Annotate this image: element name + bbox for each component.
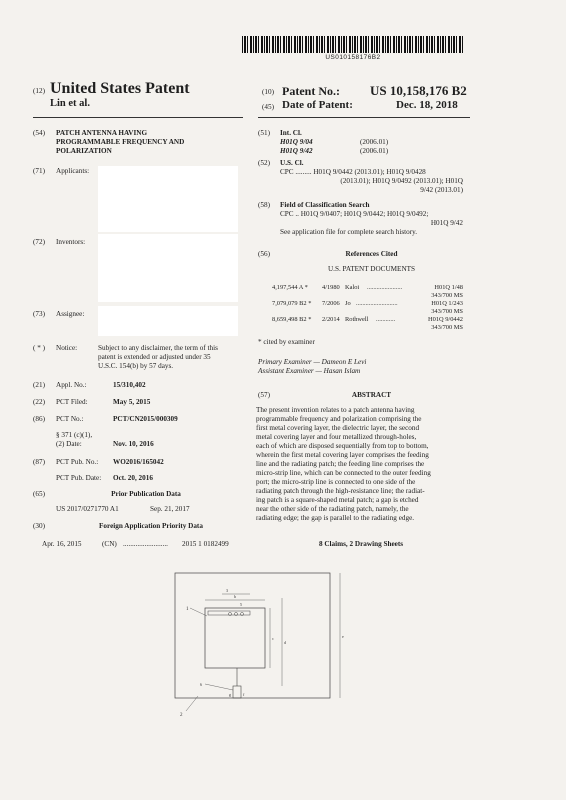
s371-date: Nov. 10, 2016	[113, 440, 154, 448]
micro-strip-line	[233, 686, 241, 698]
code-notice: ( * )	[33, 344, 45, 352]
ref-date: 2/2014	[322, 316, 340, 323]
abstract-line: micro-strip line, which can be connected to the outer feeding	[256, 469, 431, 477]
pct-pub-date: Oct. 20, 2016	[113, 474, 153, 482]
prior-pub-date: Sep. 21, 2017	[150, 505, 190, 513]
code-30: (30)	[33, 522, 45, 530]
ref-date: 4/1980	[322, 284, 340, 291]
pct-pub-label: PCT Pub. No.:	[56, 458, 99, 466]
foreign-priority-title: Foreign Application Priority Data	[99, 522, 203, 530]
ref-class: H01Q 9/0442	[428, 316, 463, 323]
code-21: (21)	[33, 381, 45, 389]
figure-label-2: 2	[180, 713, 183, 718]
assignee-label: Assignee:	[56, 310, 85, 318]
foreign-date: Apr. 16, 2015	[42, 540, 82, 548]
notice-line-1: Subject to any disclaimer, the term of this	[98, 344, 218, 352]
pct-pub-number: WO2016/165042	[113, 458, 164, 466]
abstract-line: each of which are disposed sequentially from top to bottom,	[256, 442, 429, 450]
abstract-line: The present invention relates to a patch antenna having	[256, 406, 415, 414]
notice-line-2: patent is extended or adjusted under 35	[98, 353, 211, 361]
code-54: (54)	[33, 129, 45, 137]
figure-label-c: c	[272, 636, 274, 641]
pct-number: PCT/CN2015/000309	[113, 415, 178, 423]
s371-line-2: (2) Date:	[56, 440, 82, 448]
foreign-country: (CN)	[102, 540, 117, 548]
code-56: (56)	[258, 250, 270, 258]
abstract-line: near the other side of the radiating patch, namely, the	[256, 505, 409, 513]
redacted-inventors	[98, 234, 238, 302]
notice-line-3: U.S.C. 154(b) by 57 days.	[98, 362, 174, 370]
assistant-examiner: Assistant Examiner — Hasan Islam	[258, 367, 361, 375]
ref-number: 7,079,079 B2 *	[272, 300, 312, 307]
code-86: (86)	[33, 415, 45, 423]
ref-name: Jo	[345, 300, 351, 307]
pct-filed-label: PCT Filed:	[56, 398, 88, 406]
figure-label-f: f	[243, 692, 245, 697]
figure-label-1: 1	[186, 607, 189, 612]
code-65: (65)	[33, 490, 45, 498]
header-rule-left	[33, 117, 243, 118]
abstract-line: radiating edge; the gap is parallel to the radiating edge.	[256, 514, 415, 522]
abstract-line: ing patch is a square-shaped metal patch; a gap is etched	[256, 496, 419, 504]
figure-label-e: e	[342, 634, 344, 639]
title-line-2: PROGRAMMABLE FREQUENCY AND	[56, 138, 185, 146]
int-cl-1: H01Q 9/04	[280, 138, 313, 146]
ref-name: Kaloi	[345, 284, 360, 291]
abstract-line: metal covering layer and four metallized through-holes,	[256, 433, 417, 441]
us-cl-label: U.S. Cl.	[280, 159, 304, 167]
ref-class-2: 343/700 MS	[431, 292, 463, 299]
applicants-label: Applicants:	[56, 167, 90, 175]
prior-pub-number: US 2017/0271770 A1	[56, 505, 119, 513]
inventors-short: Lin et al.	[50, 98, 90, 109]
code-45: (45)	[262, 103, 274, 111]
radiating-patch	[205, 608, 265, 668]
ref-dots: ..........................	[356, 300, 398, 307]
abstract-title: ABSTRACT	[351, 391, 392, 399]
code-10: (10)	[262, 88, 274, 96]
ref-name: Rothwell	[345, 316, 369, 323]
figure-label-d: d	[284, 640, 286, 645]
patent-number: US 10,158,176 B2	[370, 83, 467, 98]
field-search-label: Field of Classification Search	[280, 201, 370, 209]
ref-class-2: 343/700 MS	[431, 324, 463, 331]
code-58: (58)	[258, 201, 270, 209]
ref-number: 8,659,498 B2 *	[272, 316, 312, 323]
int-cl-2: H01Q 9/42	[280, 147, 313, 155]
figure-label-6: 6	[200, 682, 202, 687]
abstract-line: first metal covering layer, the dielectric layer, the second	[256, 424, 420, 432]
patent-date: Dec. 18, 2018	[396, 99, 458, 111]
refs-subtitle: U.S. PATENT DOCUMENTS	[327, 265, 416, 273]
figure-label-3: 3	[226, 588, 228, 593]
cpc-line-1: CPC ......... H01Q 9/0442 (2013.01); H01Q 9/0428	[280, 168, 426, 176]
leader-line	[190, 608, 207, 616]
substrate-outline	[175, 573, 330, 698]
int-cl-1-version: (2006.01)	[360, 138, 389, 146]
claims-summary: 8 Claims, 2 Drawing Sheets	[318, 540, 404, 548]
ref-date: 7/2006	[322, 300, 340, 307]
title-line-3: POLARIZATION	[56, 147, 112, 155]
pct-no-label: PCT No.:	[56, 415, 84, 423]
abstract-line: port; the micro-strip line is connected to one side of the	[256, 478, 416, 486]
inventors-label: Inventors:	[56, 238, 86, 246]
int-cl-2-version: (2006.01)	[360, 147, 389, 155]
code-22: (22)	[33, 398, 45, 406]
abstract-text	[256, 406, 464, 523]
title-line-1: PATCH ANTENNA HAVING	[56, 129, 148, 137]
notice-label: Notice:	[56, 344, 78, 352]
figure-label-5: 5	[240, 602, 242, 607]
primary-examiner: Primary Examiner — Dameon E Levi	[258, 358, 367, 366]
document-type: United States Patent	[50, 80, 190, 97]
code-52: (52)	[258, 159, 270, 167]
code-51: (51)	[258, 129, 270, 137]
figure-label-b: b	[234, 594, 236, 599]
code-57: (57)	[258, 391, 270, 399]
cpc-line-2: (2013.01); H01Q 9/0492 (2013.01); H01Q	[340, 177, 463, 185]
s371-line-1: § 371 (c)(1),	[56, 431, 93, 439]
ref-dots: ......................	[367, 284, 403, 291]
foreign-dots: .........................	[123, 540, 168, 548]
code-12: (12)	[33, 87, 45, 95]
foreign-number: 2015 1 0182499	[182, 540, 229, 548]
redacted-assignee	[98, 306, 238, 336]
date-label: Date of Patent:	[282, 99, 353, 111]
code-87: (87)	[33, 458, 45, 466]
ref-class: H01Q 1/243	[431, 300, 463, 307]
ref-class: H01Q 1/48	[434, 284, 463, 291]
code-71: (71)	[33, 167, 45, 175]
abstract-line: radiating patch through the high-resistance line; the radiat-	[256, 487, 425, 495]
pct-filed-date: May 5, 2015	[113, 398, 151, 406]
abstract-line: programmable frequency and polarization comprising the	[256, 415, 422, 423]
redacted-applicants	[98, 166, 238, 232]
barcode-number: US010158176B2	[325, 54, 381, 61]
barcode	[242, 36, 464, 53]
pct-pub-date-label: PCT Pub. Date:	[56, 474, 102, 482]
header-rule-right	[258, 117, 470, 118]
cpc-line-3: 9/42 (2013.01)	[420, 186, 463, 194]
abstract-line: line and the radiating patch; the feeding line comprises the	[256, 460, 425, 468]
ref-number: 4,197,544 A *	[272, 284, 308, 291]
patent-no-label: Patent No.:	[282, 84, 340, 98]
refs-title: References Cited	[345, 250, 398, 258]
appl-number: 15/310,402	[113, 381, 146, 389]
code-73: (73)	[33, 310, 45, 318]
field-line-1: CPC .. H01Q 9/0407; H01Q 9/0442; H01Q 9/0492;	[280, 210, 429, 218]
abstract-line: wherein the first metal covering layer comprises the feeding	[256, 451, 429, 459]
antenna-figure	[150, 568, 380, 728]
ref-class-2: 343/700 MS	[431, 308, 463, 315]
code-72: (72)	[33, 238, 45, 246]
field-line-2: H01Q 9/42	[430, 219, 463, 227]
prior-pub-title: Prior Publication Data	[111, 490, 181, 498]
figure-label-g: g	[229, 692, 231, 697]
ref-dots: ............	[376, 316, 396, 323]
cited-by-examiner: * cited by examiner	[258, 338, 315, 346]
int-cl-label: Int. Cl.	[280, 129, 302, 137]
field-line-3: See application file for complete search history.	[280, 228, 418, 236]
appl-label: Appl. No.:	[56, 381, 87, 389]
leader-line	[205, 684, 233, 690]
